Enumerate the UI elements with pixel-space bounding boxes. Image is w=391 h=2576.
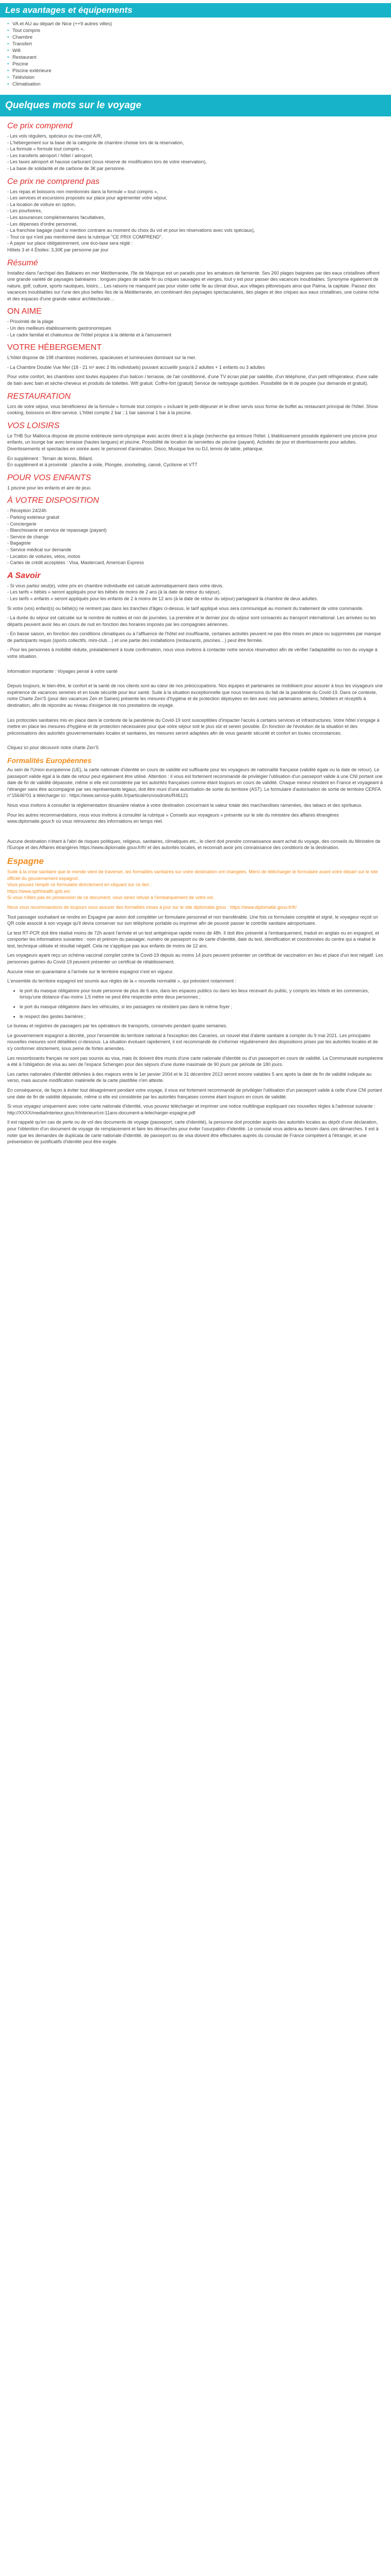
espagne-form-link[interactable]: https://www.spthhealth.gob.es/: [7, 888, 71, 894]
savoir-line: Si votre (vos) enfant(s) ou bébé(s) ne rentrent pas dans les tranches d'âges ci-dessus, le tarif appliqué vous sera communiqué au moment du traitement de votre commande.: [7, 605, 364, 611]
page: [0, 0, 391, 1148]
espagne-p6: Le bureau et registres de passagers par les opérateurs de transports, conservés pendant quatre semaines.: [7, 1023, 227, 1029]
list-item: • le respect des gestes barrières ;: [20, 1013, 384, 1020]
prix-compris-line: - L'hébergement sur la base de la catégorie de chambre choisie lors de la réservation,: [7, 140, 184, 145]
espagne-p4: Aucune mise en quarantaine à l'arrivée sur le territoire espagnol n'est en vigueur.: [7, 969, 174, 974]
espagne-p7: Le gouvernement espagnol a décrété, pour l'ensemble du territoire national à l'exception des Canaries, un nouvel état d'alerte sanitaire à compter du 9 mai 2021. Les principales nouvelles mesures sont détaillées ci-dessous. La situation évoluant rapidement, il est recommandé de s'informer régulièrement des dispositions prises par les autorités locales et de s'y conformer strictement, sous peine de fortes amendes.: [7, 1032, 378, 1051]
savoir-line: - Si vous partez seul(e), votre prix en chambre individuelle est calculé automatiquement dans votre devis.: [7, 583, 224, 588]
equipement-item: • Climatisation: [7, 81, 384, 88]
espagne-p11: Si vous voyagez uniquement avec votre carte nationale d'identité, vous pouvez télécharger et imprimer une notice multilingue expliquant ces nouvelles règles à l'adresse suivante : http://XXXX/media/interieur.gouv.fr/interieur/cni-11ans-document-a-telecharger-espagne.pdf: [7, 1104, 376, 1115]
hebergement-room: - La Chambre Double Vue Mer (18 - 21 m² avec 2 lits individuels) pouvant accueillir jusqu'à 2 adultes + 1 enfants ou 3 adultes: [7, 364, 265, 370]
formalites-p1: Au sein de l'Union européenne (UE), la carte nationale d'identité en cours de validité est suffisante pour les voyageurs de nationalité française (validité égale ou la date de retour). Le passeport valide égal à la date de retour peut également être utilisé. Attention : il vous est fortement recommandé de privilégier l'utilisation d'un passeport valide à une CNI portant une date de fin de validité dépassée, même si elle est considérée par les autorités françaises comme étant toujours en cours de validité. Chaque mineur résident en France et voyageant à l'étranger sans être accompagné par ses représentants légaux, doit être muni d'une autorisation de sortie du territoire (AST). Le formulaire d'autorisation de sortie de territoire CERFA n°15646*01 à télécharger ici :: [7, 767, 383, 799]
resume-title: Résumé: [7, 258, 38, 267]
formalites-risques: Aucune destination n'étant à l'abri de risques politiques, religieux, sanitaires, climatiques etc., le client doit prendre connaissance avant achat du voyage, des conseils du Ministère de l'Europe et des Affaires étrangères https://www.diplomatie.gouv.fr/fr/ et des autorités locales, et reconnaît avoir pris connaissance des conditions de la destination.: [7, 838, 381, 851]
hebergement-confort: Pour votre confort, les chambres sont toutes équipées d'un balcon / terrasse, de l'air conditionné, d'une TV écran plat par satellite, d'un téléphone, d'un petit réfrigérateur, d'une salle de bain avec bain et sèche-cheveux et produits de toilettes. Wifi gratuit. Coffre-fort (gratuit) Service de nettoyage quotidien. Possibilité de lit de poupée (sur demande et gratuit).: [7, 374, 378, 386]
prix-non-line: - A payer sur place obligatoirement, une éco-taxe sera réglé :: [7, 241, 133, 246]
equipements-list: [0, 21, 391, 88]
equipements-title: Les avantages et équipements: [5, 5, 133, 15]
disposition-line: - Service de change: [7, 534, 49, 539]
espagne-p9: Les cartes nationales d'identité délivrées à des majeurs entre le 1er janvier 2004 et le 31 décembre 2013 seront encore valables 5 ans après la date de fin de validité indiquée au verso, mais aucune modification matérielle de la carte plastifiée n'en atteste.: [7, 1071, 372, 1083]
disposition-title: À VOTRE DISPOSITION: [7, 496, 99, 505]
espagne-title: Espagne: [7, 856, 44, 866]
formalites-section: [0, 756, 391, 851]
restauration-section: [0, 392, 391, 416]
loisirs-proximite: En supplément et à proximité : planche à voile, Plongée, snorkeling, canoë, Cyclisme et VTT: [7, 462, 198, 468]
hebergement-title: VOTRE HÉBERGEMENT: [7, 343, 102, 352]
savoir-protocoles: Les protocoles sanitaires mis en place dans le contexte de la pandémie du Covid-19 sont susceptibles d'impacter l'accès à certains services et infrastructures. Votre hôtel s'engage à mettre en place les mesures d'hygiène et de protection nécessaires pour que votre séjour soit le plus sûr et serein possible. En fonction de l'évolution de la situation et des préconisations des autorités gouvernementales locales et sanitaires, les mesures seront adaptées afin de vous garantir sécurité et confort en toutes circonstances.: [7, 717, 380, 736]
on-aime-line: - Le cadre familial et chaleureux de l'hôtel propice à la détente et à l'amusement: [7, 332, 172, 337]
savoir-section: [0, 571, 391, 751]
restauration-text: Lors de votre séjour, vous bénéficierez de la formule « formule tout compris » incluant le petit-déjeuner et le dîner servis sous forme de buffet au restaurant principal de l'hôtel. Show cooking, boissons en libre-service. L'hôtel compte 2 bar ; 1 bar saisonal 1 bar à la piscine.: [7, 403, 378, 416]
disposition-line: - Service médical sur demande: [7, 547, 72, 552]
savoir-line: - Les tarifs « enfants » seront appliqués pour les enfants de 2 à moins de 12 ans (à la date de retour du séjour) partageant la chambre de deux adultes.: [7, 596, 318, 601]
list-item: • le port du masque obligatoire pour toute personne de plus de 6 ans, dans les espaces publics ou dans les lieux recevant du public, y compris les hôtels et les commerces, lorsqu'une distance d'au moins 1,5 mètre ne peut être respectée entre deux personnes ;: [20, 988, 384, 1001]
equipement-item: • Chambre: [7, 34, 384, 41]
formalites-url-link[interactable]: https://www.service-public.fr/particuliers/vosdroits/R46121: [69, 793, 188, 799]
equipement-item: • Wifi: [7, 47, 384, 54]
espagne-alert-2: Vous pouvez remplir ce formulaire directement en cliquant sur ce lien :: [7, 882, 152, 888]
espagne-section: [0, 856, 391, 1145]
savoir-line: - Pour les personnes à mobilité réduite, préalablement à toute confirmation, nous vous invitons à contacter notre service réservation afin de vérifier l'adaptabilité ou non du voyage à votre situation.: [7, 647, 378, 659]
espagne-p12: Il est rappelé qu'en cas de perte ou de vol des documents de voyage (passeport, carte d'identité), la personne doit procéder auprès des autorités locales au dépôt d'une déclaration, pour l'obtention d'un document de voyage de remplacement et faire les démarches pour éviter l'usurpation d'identité. Le consulat vous aidera au besoin dans ces démarches. Il est à noter que les demandes de duplicata de carte nationale d'identité, de passeport ou de visa doivent être effectuées auprès du consulat de France compétent à l'étranger, et une présentation de justificatifs d'identité peut être exigée.: [7, 1120, 379, 1145]
equipement-item: • Piscine extérieure: [7, 67, 384, 74]
disposition-line: - Location de voitures, vélos, motos: [7, 553, 80, 559]
hebergement-section: [0, 343, 391, 386]
prix-non-section: [0, 177, 391, 253]
on-aime-title: ON AIME: [7, 307, 42, 316]
disposition-line: - Conciergerie: [7, 521, 37, 527]
charte-zen-link[interactable]: Cliquez ici pour découvrir notre charte Zen'S: [7, 745, 99, 751]
loisirs-section: [0, 421, 391, 468]
espagne-p5: L'ensemble du territoire espagnol est soumis aux règles de la « nouvelle normalité », qui prévoient notamment :: [7, 978, 236, 984]
equipement-item: • Tout compris: [7, 27, 384, 34]
equipements-banner: [0, 3, 391, 18]
prix-non-line: - Les assurances complémentaires facultatives,: [7, 214, 105, 220]
loisirs-supplement: En supplément : Terrain de tennis, Billard.: [7, 455, 93, 461]
prix-compris-title: Ce prix comprend: [7, 122, 73, 130]
prix-non-line: - Les repas et boissons non mentionnés dans la formule « tout compris »,: [7, 189, 158, 194]
espagne-alert-1: Suite à la crise sanitaire que le monde vient de traverser, les formalités sanitaires sur votre destination ont changées. Merci de télécharger le formulaire avant votre départ sur le site officiel du gouvernement espagnol.: [7, 869, 378, 881]
espagne-p3: Les voyageurs ayant reçu un schéma vaccinal complet contre la Covid-19 depuis au moins 14 jours peuvent présenter un certificat de vaccination en lieu et place d'un test négatif. Les personnes guéries du Covid-19 peuvent présenter un certificat de rétablissement.: [7, 953, 383, 965]
list-item: • le port du masque obligatoire dans les véhicules, si les passagers ne résident pas dans le même foyer ;: [20, 1004, 384, 1010]
quelques-banner: [0, 95, 391, 116]
prix-compris-line: - Les vols réguliers, spécieux ou low-cost A/R,: [7, 133, 102, 139]
prix-non-line: - La location de voiture en option,: [7, 201, 76, 207]
resume-section: [0, 259, 391, 302]
loisirs-title: VOS LOISIRS: [7, 421, 60, 430]
prix-compris-line: - Les transferts aéroport / hôtel / aéroport,: [7, 152, 93, 158]
equipement-item: • Télévision: [7, 74, 384, 81]
prix-non-line: - Les services et excursions proposés sur place pour agrémenter votre séjour,: [7, 195, 168, 201]
prix-compris-line: - La base de solidarité et de carbone de 3€ par personne.: [7, 165, 126, 171]
prix-non-line: - Les pourboires,: [7, 208, 42, 214]
enfants-text: 1 piscine pour les enfants et aire de jeux.: [7, 485, 92, 490]
loisirs-text: Le THB Sur Mallorca dispose de piscine extérieure semi-olympique avec accès direct à la plage (recherche qui entoure l'hôtel. L'établissement possède également une piscine pour enfants, un lounge bar avec terrasse (hautes langues) et piscine. Possibilité de location de serviettes de piscine (payant). Activités de jour et divertissements pour adultes. Divertissements et spectacles en soirée avec le personnel d'animation. Disco, Musique live ou DJ, tennis de table, pétanque.: [7, 433, 378, 451]
disposition-line: - Parking extérieur gratuit: [7, 514, 60, 520]
savoir-sante: Depuis toujours, le bien-être, le confort et la santé de nos clients sont au cœur de nos préoccupations. Nos équipes et partenaires se mobilisent pour assurer à tous les voyageurs une expérience de vacances sereines et en toute sécurité pour leur santé. Suite à la situation exceptionnelle que nous traversons du fait de la pandémie du Covid-19. Dans ce contexte, notre Charte Zen'S (pour des vacances Zen et Saines) présente les mesures d'hygiène et de protection déployées en lien avec nos partenaires aériens, hôteliers et réceptifs à destination, afin de répondre au niveau d'exigence de nos prestations de voyage.: [7, 683, 383, 708]
prix-non-line: - Tout ce qui n'est pas mentionné dans la rubrique "CE PRIX COMPREND".: [7, 234, 163, 240]
enfants-section: [0, 473, 391, 492]
formalites-title: Formalités Européennes: [7, 756, 92, 765]
savoir-line: - Les tarifs « bébés » seront appliqués pour les bébés de moins de 2 ans (à la date de retour du séjour).: [7, 589, 221, 595]
espagne-rules-list: [20, 988, 384, 1020]
prix-non-title: Ce prix ne comprend pas: [7, 177, 100, 186]
espagne-diplomatie-link[interactable]: Nous vous recommandons de toujours vous assurer des formalités mises à jour sur le site diplomatie.gouv : https://www.diplomatie.gouv.fr/fr/: [7, 904, 297, 910]
on-aime-section: [0, 307, 391, 338]
prix-compris-line: - Les taxes aéroport et hausse carburant (sous réserve de modification lors de votre réservation),: [7, 159, 207, 165]
equipement-item: • Piscine: [7, 61, 384, 67]
on-aime-line: - Un des meilleurs établissements gastronomiques: [7, 326, 111, 331]
equipement-item: • Transfert: [7, 41, 384, 47]
espagne-alert-3: Si vous n'êtes pas en possession de ce document, vous serez refusé à l'embarquement de votre vol.: [7, 895, 215, 901]
disposition-line: - Bagagiste: [7, 540, 31, 546]
espagne-p10: En conséquence, de façon à éviter tout désagrément pendant votre voyage, il vous est fortement recommandé de privilégier l'utilisation d'un passeport valide à celle d'une CNI portant une date de fin de validité dépassée, même si elle est considérée par les autorités françaises comme étant toujours en cours de validité.: [7, 1087, 382, 1099]
prix-non-line: - Les dépenses d'ordre personnel,: [7, 221, 78, 227]
espagne-p1: Tout passager souhaitant se rendre en Espagne par avion doit compléter un formulaire personnel et non transférable. Une fois ce formulaire complété et signé, le voyageur reçoit un QR code associé à son voyage qu'il devra conserver sur son téléphone portable ou imprimer afin de pouvoir passer le contrôle sanitaire aéroportuaire.: [7, 914, 378, 926]
espagne-alert: [7, 869, 384, 901]
equipements-intro: • VA et AU au départ de Nice (++9 autres villes): [7, 21, 384, 27]
savoir-title: A Savoir: [7, 571, 41, 580]
prix-non-line: Hôtels 3 et 4 Étoiles: 3,30€ par personne par jour: [7, 247, 109, 252]
quelques-title: Quelques mots sur le voyage: [5, 100, 141, 111]
espagne-p2: Le test RT-PCR doit être réalisé moins de 72h avant l'arrivée et un test antigénique rapide moins de 48h. Il doit être présenté à l'embarquement, traduit en anglais ou en espagnol, et comporter les informations suivantes : nom et prénom du passager, numéro de passeport ou de carte d'identité, date du test, identification et coordonnées du centre qui a réalisé le test, technique utilisée et résultat négatif. Cela ne s'applique pas aux enfants de moins de 12 ans.: [7, 930, 379, 948]
disposition-line: - Blanchisserie et service de repassage (payant): [7, 528, 107, 533]
prix-compris-section: [0, 122, 391, 172]
savoir-info-title: Information importante : Voyages pensé à votre santé: [7, 668, 118, 674]
equipement-item: • Restaurant: [7, 54, 384, 61]
restauration-title: RESTAURATION: [7, 392, 71, 401]
enfants-title: POUR VOS ENFANTS: [7, 473, 91, 482]
formalites-douane: Nous vous invitons à consulter la réglementation douanière relative à votre destination concernant la valeur totale des marchandises ramenées, des tabacs et des spiritueux.: [7, 802, 363, 808]
resume-text: Installez-dans l'archipel des Baléares en mer Méditerranée, l'île de Majorque est un paradis pour les amateurs de farniente. Ses 260 plages baignées par des eaux cristallines offrent une grande variété de paysages balnéaires : longues plages de sable fin ou criques sauvages et vierges, tout y est pour passer des vacances inoubliables. Synonyme également de nature, golf, culture, sports nautiques, loisirs… Les raisons ne manquent pas pour visiter cette île au climat doux, aux villages pittoresques ainsi que Palma, la capitale. Passez des vacances inoubliables sur l'une des plus belles îles de la Méditerranée, en combinant des paysages spectaculaires, des plages et des criques aux eaux cristallines, une cuisine riche et des espaces d'une grande valeur architecturale…: [7, 270, 380, 301]
savoir-line: - En basse saison, en fonction des conditions climatiques ou à l'affluence de l'hôtel est insuffisante, certaines activités peuvent ne pas être mises en place ou supprimées par manque de participants requis (sports collectifs, mini-club…) et une partie des installations (restaurants, piscines…) peut être fermée.: [7, 631, 381, 643]
disposition-section: [0, 496, 391, 566]
hebergement-text: L'hôtel dispose de 198 chambres modernes, spacieuses et lumineuses dominant sur la mer.: [7, 355, 197, 361]
prix-non-line: - La franchise bagage (sauf si mention contraire au moment du choix du vol et pour les réservations avec vols spéciaux),: [7, 228, 255, 233]
formalites-text: [7, 767, 384, 799]
espagne-p8: Les ressortissants français ne sont pas soumis au visa, mais ils doivent être munis d'une carte nationale d'identité ou d'un passeport en cours de validité. La Communauté européenne a été à l'obligation de visa au sein de l'espace Schengen pour des séjours d'une durée maximale de 90 jours par période de 180 jours.: [7, 1055, 383, 1067]
formalites-conseils: Pour les autres recommandations, nous vous invitons à consulter la rubrique « Conseils aux voyageurs » présente sur le site du ministère des affaires étrangères www.diplomatie.gouv.fr où vous retrouverez des informations en temps réel.: [7, 812, 339, 824]
prix-compris-line: - La formule « formule tout compris »,: [7, 146, 85, 152]
disposition-line: - Cartes de crédit acceptées : Visa, Mastercard, American Express: [7, 560, 144, 566]
disposition-line: - Réception 24/24h: [7, 508, 47, 514]
on-aime-line: - Proximité de la plage: [7, 319, 54, 325]
savoir-line: - La durée du séjour est calculée sur le nombre de nuitées et non de journées. La première et le dernier jour du séjour sont consacrés au transport international. Les arrivées ou les départs peuvent avoir lieu en cours de nuit en fonction des horaires imposés par les compagnies aériennes.: [7, 615, 376, 627]
